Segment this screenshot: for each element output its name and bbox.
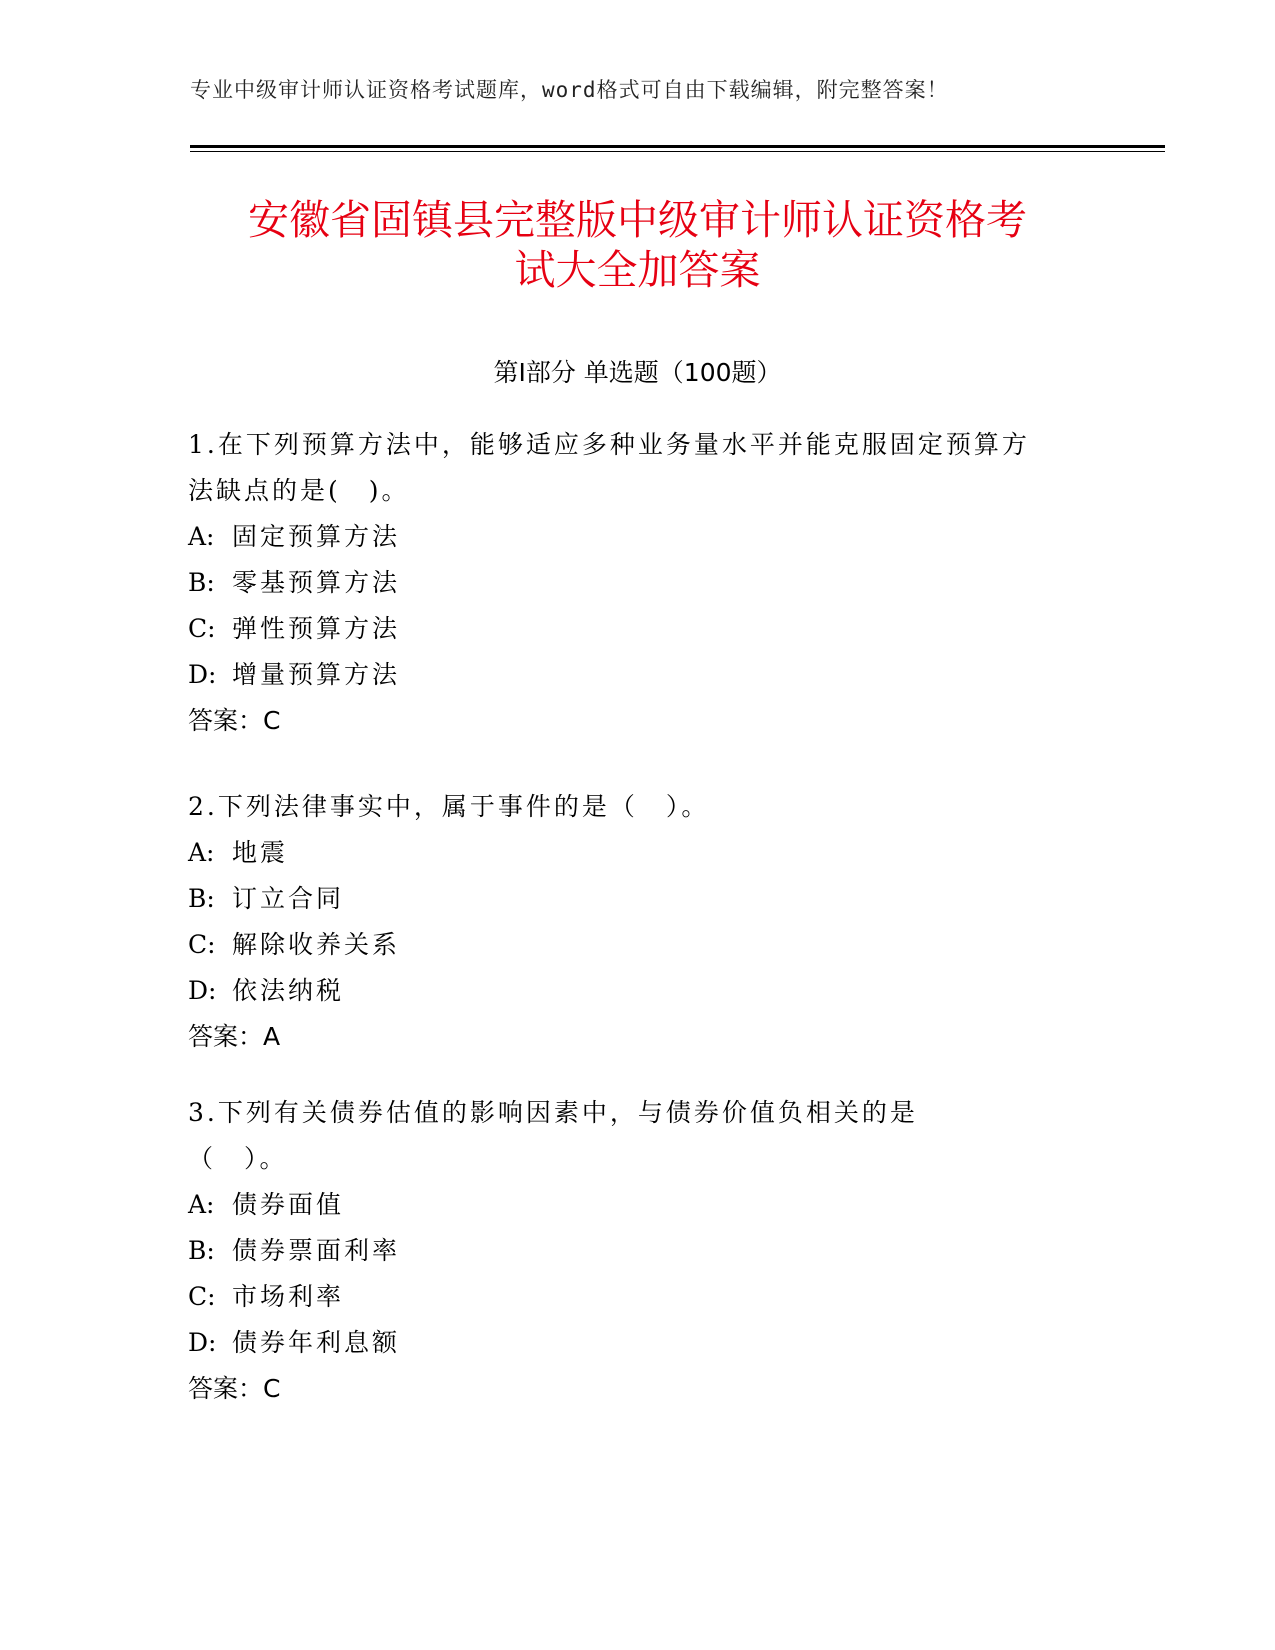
question-stem: 3.下列有关债券估值的影响因素中，与债券价值负相关的是（ ）。 [188,1098,918,1173]
option-d [188,652,1108,698]
document-title [190,195,1085,295]
option-text: 地震 [232,838,289,867]
option-text: 固定预算方法 [232,522,401,551]
option-text: 解除收养关系 [232,930,401,959]
option-text: 弹性预算方法 [232,614,401,643]
option-c [188,606,1108,652]
header-rule-thin [190,151,1165,152]
section-title: 第Ⅰ部分 单选题（100题） [493,358,782,387]
document-title-line-1: 安徽省固镇县完整版中级审计师认证资格考 [248,196,1027,244]
option-key: A: [188,838,215,867]
option-key: D: [188,1328,217,1357]
header-note: 专业中级审计师认证资格考试题库，word格式可自由下载编辑，附完整答案！ [190,78,949,102]
option-b [188,560,1108,606]
answer-line: 答案：C [188,706,281,735]
option-a [188,1182,1108,1228]
option-text: 订立合同 [232,884,345,913]
question-stem: 2.下列法律事实中，属于事件的是（ ）。 [188,792,710,821]
option-text: 市场利率 [232,1282,345,1311]
document-title-line-2: 试大全加答案 [514,246,761,294]
option-key: A: [188,522,215,551]
option-key: B: [188,884,215,913]
question-2 [188,784,1108,1060]
option-text: 零基预算方法 [232,568,401,597]
option-d [188,1320,1108,1366]
option-d [188,968,1108,1014]
option-a [188,830,1108,876]
option-text: 增量预算方法 [232,660,401,689]
option-text: 依法纳税 [232,976,345,1005]
option-key: B: [188,1236,215,1265]
question-stem: 1.在下列预算方法中，能够适应多种业务量水平并能克服固定预算方法缺点的是( )。 [188,430,1030,505]
question-1 [188,422,1108,744]
option-key: C: [188,1282,216,1311]
option-key: A: [188,1190,215,1219]
answer-line: 答案：C [188,1374,281,1403]
answer-line: 答案：A [188,1022,281,1051]
option-c [188,922,1108,968]
option-text: 债券票面利率 [232,1236,401,1265]
option-text: 债券面值 [232,1190,345,1219]
option-b [188,1228,1108,1274]
option-a [188,514,1108,560]
option-c [188,1274,1108,1320]
option-key: D: [188,976,217,1005]
header-rule-thick [190,145,1165,148]
option-b [188,876,1108,922]
option-key: C: [188,930,216,959]
option-key: C: [188,614,216,643]
option-key: B: [188,568,215,597]
question-3 [188,1090,1108,1412]
option-text: 债券年利息额 [232,1328,401,1357]
option-key: D: [188,660,217,689]
